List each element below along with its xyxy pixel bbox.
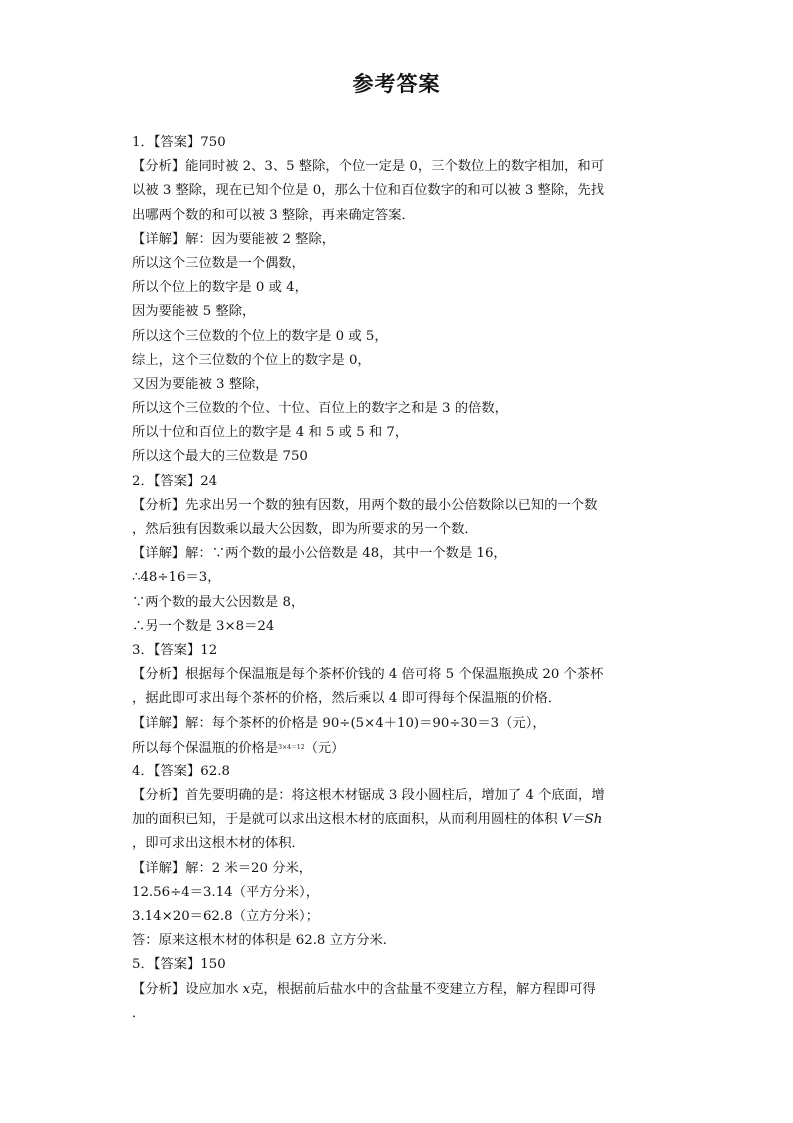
analysis-line: 【分析】根据每个保温瓶是每个茶杯价钱的 4 倍可将 5 个保温瓶换成 20 个茶杯 (132, 667, 604, 683)
analysis-line: ． (132, 1005, 146, 1021)
solution-line: 所以这个三位数是一个偶数， (132, 255, 305, 271)
solution-line: 综上，这个三位数的个位上的数字是 0， (132, 352, 371, 368)
solution-line: 所以十位和百位上的数字是 4 和 5 或 5 和 7， (132, 425, 409, 441)
answer-line-q5: 5．【答案】150 (132, 957, 226, 973)
formula-small: 3×4＝12 (278, 743, 305, 751)
solution-line: 所以个位上的数字是 0 或 4， (132, 280, 308, 296)
solution-line: ∴另一个数是 3×8＝24 (132, 618, 275, 634)
solution-line: 【详解】解：每个茶杯的价格是 90÷(5×4＋10)＝90÷30＝3（元）， (132, 715, 546, 731)
solution-line: 【详解】解：因为要能被 2 整除， (132, 231, 336, 247)
solution-line: ∴48÷16＝3， (132, 570, 221, 586)
analysis-line: 【分析】先求出另一个数的独有因数，用两个数的最小公倍数除以已知的一个数 (132, 497, 598, 513)
analysis-line (132, 808, 672, 832)
solution-line: 所以这个最大的三位数是 750 (132, 449, 308, 465)
solution-line: ∵两个数的最大公因数是 8， (132, 594, 305, 610)
unit-text: （元） (304, 740, 345, 756)
analysis-text: 加的面积已知，于是就可以求出这根木材的底面积，从而利用圆柱的体积 (132, 812, 562, 828)
solution-line: 又因为要能被 3 整除， (132, 376, 269, 392)
analysis-line (132, 978, 672, 1002)
volume-formula: V＝Sh (561, 812, 603, 828)
solution-line: 所以这个三位数的个位上的数字是 0 或 5， (132, 328, 388, 344)
solution-text: 所以每个保温瓶的价格是 (132, 740, 279, 756)
analysis-text: 【分析】设应加水 (132, 981, 243, 997)
analysis-line: ，然后独有因数乘以最大公因数，即为所要求的另一个数． (132, 522, 478, 537)
solution-line: 因为要能被 5 整除， (132, 304, 256, 320)
solution-line: 【详解】解：∵两个数的最小公倍数是 48，其中一个数是 16， (132, 546, 507, 562)
answer-line-q2: 2．【答案】24 (132, 473, 218, 489)
solution-line (132, 736, 672, 760)
answer-line-q1: 1．【答案】750 (132, 135, 226, 150)
answer-content (132, 131, 672, 1026)
analysis-line: 【分析】首先要明确的是：将这根木材锯成 3 段小圆柱后，增加了 4 个底面，增 (132, 788, 605, 804)
analysis-line: 以被 3 整除，现在已知个位是 0，那么十位和百位数字的和可以被 3 整除，先找 (132, 183, 605, 199)
solution-line: 【详解】解：2 米＝20 分米， (132, 860, 313, 876)
analysis-line: 出哪两个数的和可以被 3 整除，再来确定答案． (132, 207, 415, 223)
solution-line: 答：原来这根木材的体积是 62.8 立方分米. (132, 933, 388, 949)
variable-x: x (242, 981, 251, 997)
page-title: 参考答案 (352, 72, 441, 96)
analysis-text: 克，根据前后盐水中的含盐量不变建立方程，解方程即可得 (250, 981, 596, 997)
answer-line-q3: 3．【答案】12 (132, 642, 218, 658)
answer-line-q4: 4．【答案】62.8 (132, 763, 230, 779)
analysis-line: ，据此即可求出每个茶杯的价格，然后乘以 4 即可得每个保温瓶的价格． (132, 691, 562, 707)
analysis-line: 【分析】能同时被 2、3、5 整除，个位一定是 0，三个数位上的数字相加，和可 (132, 159, 605, 175)
analysis-line: ，即可求出这根木材的体积． (132, 836, 305, 852)
solution-line: 12.56÷4＝3.14（平方分米）， (132, 884, 319, 900)
solution-line: 3.14×20＝62.8（立方分米）； (132, 909, 319, 924)
solution-line: 所以这个三位数的个位、十位、百位上的数字之和是 3 的倍数， (132, 401, 508, 417)
